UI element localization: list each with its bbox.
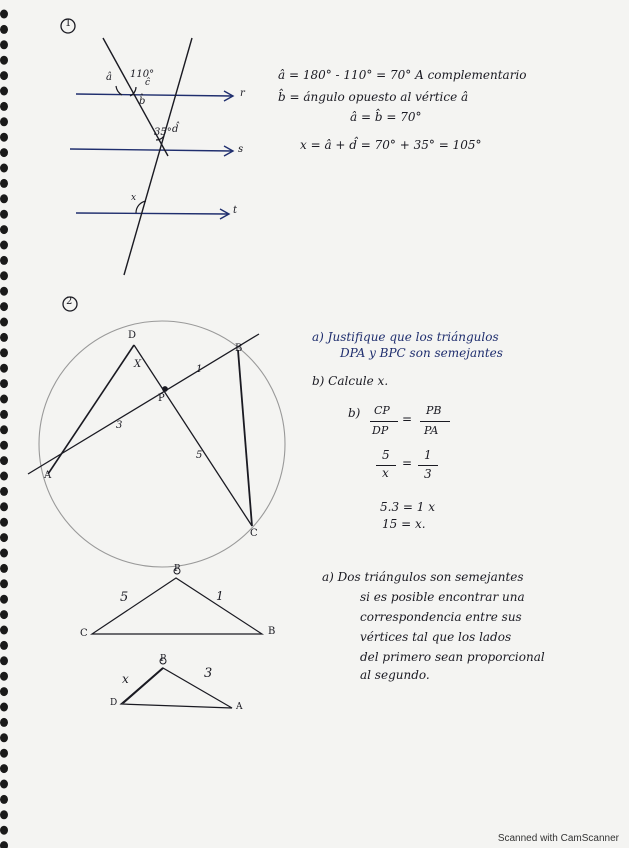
question-b: b) Calcule x. (312, 374, 389, 388)
tri1-side-right: 1 (216, 589, 224, 603)
frac1-den: DP (372, 424, 389, 437)
frac3-num: 5 (382, 448, 390, 462)
tri1-C: C (80, 628, 88, 639)
point-P-label: P (158, 393, 165, 404)
eq-2: = (402, 456, 413, 470)
label-r: r (240, 88, 245, 99)
p1-line-4: x = â + d̂ = 70° + 35° = 105° (300, 138, 482, 152)
circle (39, 321, 285, 567)
triangle-PCB (92, 578, 262, 634)
label-110: 110° (130, 69, 155, 80)
answer-a-line4: vértices tal que los lados (360, 630, 512, 644)
label-35: 35° (154, 127, 172, 138)
answer-a-line2: si es posible encontrar una (360, 590, 525, 604)
frac3-den: x (382, 466, 389, 480)
frac2-bar (420, 421, 450, 422)
frac1-bar (370, 421, 398, 422)
segment-DP-label: X (134, 359, 142, 370)
p1-line-1: â = 180° - 110° = 70° A complementario (278, 68, 527, 82)
answer-a-line1: a) Dos triángulos son semejantes (322, 570, 524, 584)
answer-a-line6: al segundo. (360, 668, 430, 682)
segment-PB-label: 1 (196, 364, 203, 375)
chord-DC (134, 345, 252, 526)
label-t: t (233, 205, 238, 216)
frac1-num: CP (374, 404, 390, 417)
question-a-line2: DPA y BPC son semejantes (340, 346, 503, 360)
tri1-side-left: 5 (120, 590, 129, 605)
label-x: x (131, 193, 137, 203)
label-s: s (238, 144, 244, 155)
eq-1: = (402, 412, 413, 426)
solution-step1: 5.3 = 1 x (380, 500, 435, 514)
frac2-num: PB (426, 404, 442, 417)
problem2-number: 2 (66, 296, 73, 307)
label-a-hat: â (106, 72, 112, 83)
frac4-bar (418, 465, 438, 466)
tri2-side-right: 3 (204, 666, 213, 681)
solution-b-label: b) (348, 406, 361, 420)
label-b-hat: b̂ (139, 96, 146, 107)
question-a-line1: a) Justifique que los triángulos (312, 330, 499, 344)
label-c-hat: ĉ (145, 78, 151, 88)
frac4-num: 1 (424, 448, 432, 462)
solution-step2: 15 = x. (382, 517, 426, 531)
tri2-P: P (160, 654, 167, 664)
tri1-B: B (268, 626, 276, 637)
tri2-D: D (110, 698, 118, 708)
answer-a-line3: correspondencia entre sus (360, 610, 522, 624)
point-B-label: B (235, 343, 243, 354)
segment-PC-label: 5 (196, 450, 203, 461)
point-P (163, 387, 168, 392)
p1-line-2: b̂ = ángulo opuesto al vértice â (278, 90, 469, 104)
tri1-P: P (174, 564, 181, 574)
segment-AP-label: 3 (116, 420, 123, 431)
point-C-label: C (250, 528, 258, 539)
tri2-side-left: x (122, 672, 129, 686)
segment-BC (238, 350, 252, 526)
tri2-A: A (236, 702, 243, 712)
frac4-den: 3 (424, 467, 432, 481)
segment-DA (48, 345, 134, 474)
scanner-watermark: Scanned with CamScanner (497, 833, 619, 844)
point-D-label: D (128, 330, 137, 341)
problem1-number: 1 (65, 18, 72, 29)
frac2-den: PA (424, 424, 439, 437)
point-A-label: A (44, 470, 52, 481)
label-d-hat: d̂ (172, 124, 179, 135)
answer-a-line5: del primero sean proporcional (360, 650, 545, 664)
triangle-PDA (121, 668, 232, 708)
p1-line-3: â = b̂ = 70° (350, 110, 422, 124)
